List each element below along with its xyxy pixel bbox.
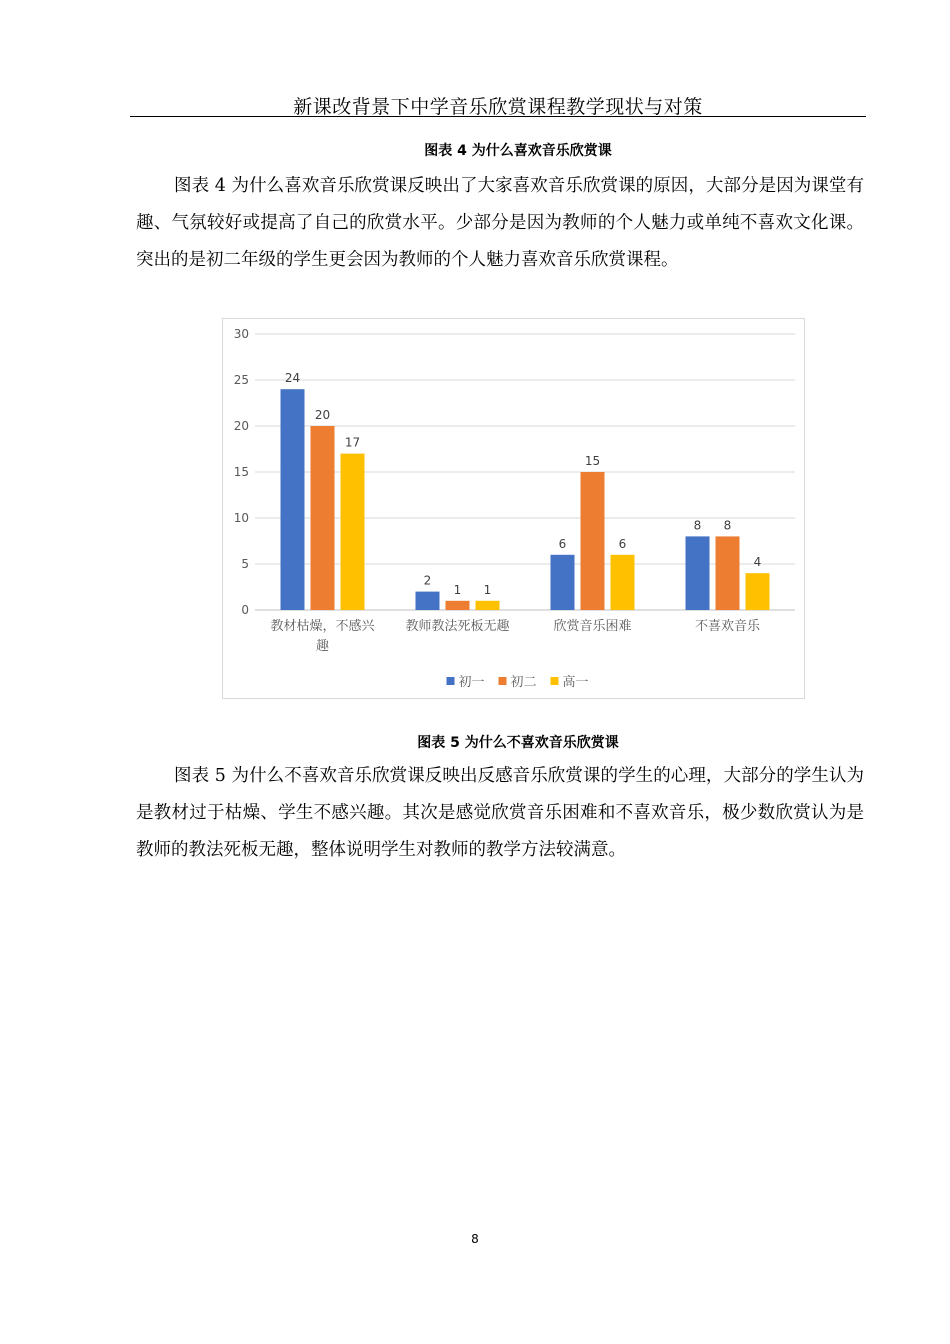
bar [476,601,500,610]
legend-swatch [499,677,507,685]
data-label: 6 [618,536,627,551]
data-label: 8 [693,518,702,533]
bar [686,536,710,610]
bar [311,426,335,610]
x-tick-label: 教师教法死板无趣 [405,619,510,634]
bar [746,573,770,610]
data-label: 17 [344,435,361,450]
data-label: 15 [584,454,601,468]
running-header-title: 新课改背景下中学音乐欣赏课程教学现状与对策 [293,96,703,118]
y-tick-label: 0 [241,603,249,617]
y-tick-label: 10 [233,511,249,525]
bar-chart-svg [223,319,806,700]
y-tick-label: 15 [233,465,249,479]
legend-swatch [551,677,559,685]
bar [446,601,470,610]
paragraph-figure4-analysis: 图表 4 为什么喜欢音乐欣赏课反映出了大家喜欢音乐欣赏课的原因，大部分是因为课堂有趣、气氛较好或提高了自己的欣赏水平。少部分是因为教师的个人魅力或单纯不喜欢文化课。突出的是初二年级的学生更会因为教师的个人魅力喜欢音乐欣赏课程。 [136,176,864,270]
y-tick-label: 5 [241,557,249,571]
data-label: 4 [753,555,762,570]
legend-swatch [447,677,455,685]
y-tick-label: 25 [233,373,249,387]
legend-label: 初二 [510,675,537,690]
page-number: 8 [471,1232,479,1246]
x-tick-label: 趣 [315,639,330,654]
bar [611,555,635,610]
paragraph-figure5-analysis: 图表 5 为什么不喜欢音乐欣赏课反映出反感音乐欣赏课的学生的心理，大部分的学生认为是教材过于枯燥、学生不感兴趣。其次是感觉欣赏音乐困难和不喜欢音乐，极少数欣赏认为是教师的教法死板无趣，整体说明学生对教师的教学方法较满意。 [136,766,864,860]
x-tick-label: 不喜欢音乐 [694,619,761,634]
bar [341,454,365,610]
bar [551,555,575,610]
legend-label: 初一 [458,675,485,690]
x-tick-label: 教材枯燥，不感兴 [270,619,375,634]
data-label: 8 [723,518,732,533]
data-label: 20 [314,408,331,422]
figure4-caption: 图表 4 为什么喜欢音乐欣赏课 [424,143,612,159]
bar [281,389,305,610]
y-tick-label: 30 [233,327,249,341]
legend-label: 高一 [562,675,589,690]
header-rule [130,116,866,117]
figure5-caption: 图表 5 为什么不喜欢音乐欣赏课 [417,735,619,751]
data-label: 6 [558,536,567,551]
data-label: 2 [423,573,432,588]
data-label: 1 [453,582,462,597]
bar [416,592,440,610]
bar [716,536,740,610]
data-label: 1 [483,582,492,597]
y-tick-label: 20 [233,419,249,433]
data-label: 24 [284,371,301,386]
x-tick-label: 欣赏音乐困难 [553,619,632,634]
bar [581,472,605,610]
bar-chart [222,318,805,699]
